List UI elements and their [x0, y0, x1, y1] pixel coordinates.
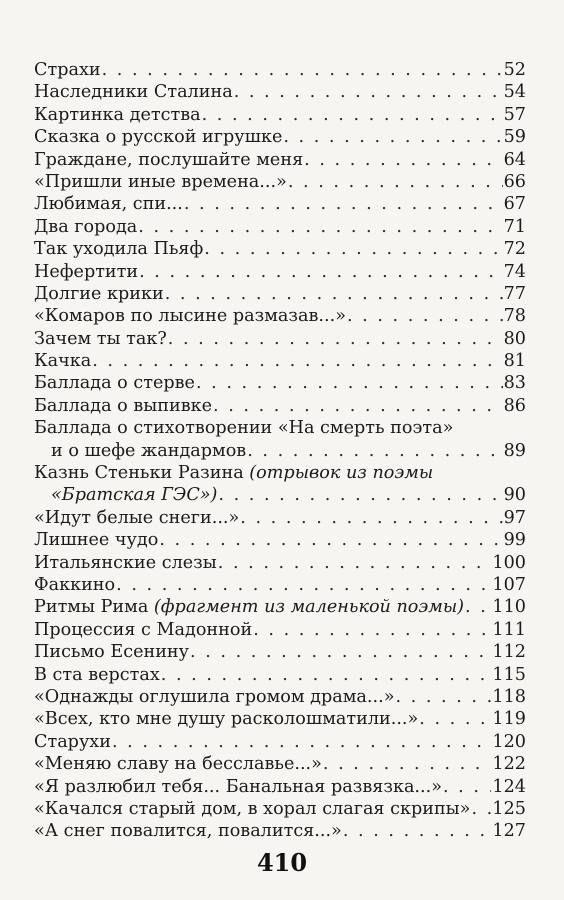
- toc-title: [34, 664, 160, 686]
- toc-title: [34, 238, 203, 260]
- toc-title-text: «Идут белые снеги...»: [34, 507, 240, 528]
- toc-leader-dots: [283, 126, 502, 148]
- toc-title-text: Баллада о стихотворении «На смерть поэта»: [34, 418, 454, 439]
- toc-line: [34, 686, 526, 708]
- table-of-contents: [34, 59, 526, 843]
- toc-title-text: «Однажды оглушила громом драма...»: [34, 686, 395, 707]
- toc-title: [34, 104, 201, 126]
- toc-title-continued: [51, 484, 217, 506]
- toc-page-number: 112: [492, 642, 526, 663]
- toc-title-text: «Качался старый дом, в хорал слагая скрипы»: [34, 798, 471, 819]
- toc-title: [34, 574, 115, 596]
- toc-title: [34, 193, 183, 215]
- toc-page-number: 52: [503, 60, 526, 80]
- toc-title: [34, 171, 287, 193]
- toc-title: [34, 753, 322, 775]
- toc-title-text: Баллада о стерве: [34, 373, 195, 394]
- toc-title: [34, 529, 158, 551]
- toc-title: [34, 216, 137, 238]
- toc-leader-dots: [139, 261, 502, 283]
- toc-page-number: 80: [503, 328, 526, 349]
- toc-leader-dots: [196, 372, 503, 394]
- toc-leader-dots: [116, 574, 491, 596]
- toc-title: [34, 417, 453, 439]
- toc-page-number: 90: [503, 485, 526, 506]
- toc-line: [34, 529, 526, 551]
- toc-title-text: Процессия с Мадонной: [34, 619, 253, 640]
- toc-leader-dots: [304, 149, 502, 171]
- toc-line: [34, 753, 526, 775]
- toc-line: [34, 596, 526, 618]
- toc-entry: [34, 574, 526, 596]
- toc-title: [34, 686, 394, 708]
- toc-line: [34, 619, 526, 641]
- toc-title-text: Два города: [34, 216, 138, 237]
- toc-page-number: 111: [492, 619, 526, 640]
- toc-entry: [34, 507, 526, 529]
- toc-title: [34, 81, 233, 103]
- toc-page-number: 64: [503, 149, 526, 170]
- toc-line: [34, 193, 526, 215]
- toc-entry: [34, 529, 526, 551]
- toc-line: [34, 820, 526, 842]
- toc-entry: [34, 552, 526, 574]
- toc-line: [34, 59, 526, 81]
- toc-leader-dots: [159, 529, 502, 551]
- toc-line: [34, 372, 526, 394]
- toc-title-text: «Пришли иные времена...»: [34, 171, 287, 192]
- toc-title-text: Зачем ты так?: [34, 328, 167, 349]
- toc-leader-dots: [218, 552, 492, 574]
- toc-line-continued: [34, 440, 526, 462]
- toc-title-text: Сказка о русской игрушке: [34, 127, 283, 148]
- toc-leader-dots: [465, 596, 491, 618]
- toc-title-text: Баллада о выпивке: [34, 395, 213, 416]
- toc-title: [34, 552, 217, 574]
- toc-entry: [34, 126, 526, 148]
- toc-entry: [34, 149, 526, 171]
- toc-entry: [34, 372, 526, 394]
- toc-entry: [34, 171, 526, 193]
- toc-entry: [34, 462, 526, 507]
- toc-title-text: Факкино: [34, 574, 116, 595]
- toc-line: [34, 462, 526, 484]
- toc-title-text: Граждане, послушайте меня: [34, 149, 304, 170]
- toc-title: [34, 708, 418, 730]
- toc-page-number: 86: [503, 395, 526, 416]
- toc-entry: [34, 776, 526, 798]
- toc-title: [34, 731, 111, 753]
- toc-title-text: Картинка детства: [34, 104, 201, 125]
- toc-entry: [34, 619, 526, 641]
- toc-page-number: 78: [503, 306, 526, 327]
- toc-line-continued: [34, 484, 526, 506]
- toc-leader-dots: [138, 216, 502, 238]
- toc-subtitle: (фрагмент из маленькой поэмы): [153, 597, 465, 618]
- toc-entry: [34, 753, 526, 775]
- toc-title-text: Старухи: [34, 731, 111, 752]
- toc-page-number: 100: [492, 552, 526, 573]
- toc-entry: [34, 417, 526, 462]
- toc-title: [34, 395, 212, 417]
- toc-leader-dots: [234, 81, 503, 103]
- toc-page-number: 122: [492, 754, 526, 775]
- toc-leader-dots: [347, 305, 503, 327]
- toc-line: [34, 641, 526, 663]
- toc-page-number: 83: [503, 373, 526, 394]
- toc-title: [34, 372, 195, 394]
- toc-line: [34, 171, 526, 193]
- toc-line: [34, 283, 526, 305]
- toc-line: [34, 328, 526, 350]
- toc-leader-dots: [213, 395, 503, 417]
- toc-title-text: Качка: [34, 351, 92, 372]
- toc-leader-dots: [161, 664, 492, 686]
- toc-page-number: 107: [492, 574, 526, 595]
- toc-entry: [34, 708, 526, 730]
- toc-page-number: 97: [503, 507, 526, 528]
- toc-entry: [34, 798, 526, 820]
- toc-title-text: «Меняю славу на бесславье...»: [34, 754, 322, 775]
- toc-page-number: 57: [503, 104, 526, 125]
- toc-line: [34, 216, 526, 238]
- toc-line: [34, 104, 526, 126]
- toc-page-number: 71: [503, 216, 526, 237]
- toc-page-number: 125: [492, 798, 526, 819]
- toc-title-text: Письмо Есенину: [34, 642, 190, 663]
- toc-page-number: 118: [492, 686, 526, 707]
- toc-leader-dots: [102, 59, 503, 81]
- toc-line: [34, 305, 526, 327]
- toc-title: [34, 462, 433, 484]
- toc-entry: [34, 261, 526, 283]
- toc-entry: [34, 59, 526, 81]
- toc-subtitle: (отрывок из поэмы: [249, 463, 434, 484]
- toc-title-text: «А снег повалится, повалится...»: [34, 821, 342, 842]
- toc-leader-dots: [184, 193, 503, 215]
- toc-title: [34, 328, 167, 350]
- toc-line: [34, 664, 526, 686]
- toc-leader-dots: [218, 484, 502, 506]
- toc-leader-dots: [112, 731, 491, 753]
- toc-page-number: 120: [492, 731, 526, 752]
- toc-entry: [34, 820, 526, 842]
- toc-line: [34, 798, 526, 820]
- toc-title-text: В ста верстах: [34, 664, 160, 685]
- toc-entry: [34, 350, 526, 372]
- toc-leader-dots: [190, 641, 491, 663]
- toc-page-number: 89: [503, 440, 526, 461]
- toc-title-text: Долгие крики: [34, 283, 164, 304]
- toc-leader-dots: [443, 776, 491, 798]
- toc-title: [34, 619, 252, 641]
- toc-title: [34, 261, 138, 283]
- toc-title-text: Нефертити: [34, 261, 139, 282]
- toc-title-text: «Всех, кто мне душу расколошматили...»: [34, 709, 419, 730]
- toc-page-number: 59: [503, 127, 526, 148]
- toc-line: [34, 81, 526, 103]
- toc-page-number: 74: [503, 261, 526, 282]
- toc-line: [34, 552, 526, 574]
- toc-line: [34, 574, 526, 596]
- toc-page-number: 67: [503, 194, 526, 215]
- toc-leader-dots: [247, 440, 502, 462]
- toc-entry: [34, 283, 526, 305]
- toc-leader-dots: [168, 328, 503, 350]
- toc-leader-dots: [240, 507, 502, 529]
- toc-title-text: «Я разлюбил тебя... Банальная развязка...»: [34, 776, 442, 797]
- toc-entry: [34, 395, 526, 417]
- toc-title: [34, 596, 464, 618]
- toc-page-number: 127: [492, 821, 526, 842]
- toc-page-number: 81: [503, 351, 526, 372]
- toc-line: [34, 507, 526, 529]
- toc-leader-dots: [92, 350, 502, 372]
- toc-page-number: 119: [492, 709, 526, 730]
- toc-title-text: Лишнее чудо: [34, 530, 159, 551]
- toc-entry: [34, 238, 526, 260]
- toc-page-number: 72: [503, 239, 526, 260]
- toc-leader-dots: [323, 753, 491, 775]
- toc-title-text: Наследники Сталина: [34, 82, 233, 103]
- toc-subtitle-continued: «Братская ГЭС»): [51, 485, 218, 506]
- toc-title: [34, 126, 282, 148]
- toc-line: [34, 149, 526, 171]
- toc-entry: [34, 596, 526, 618]
- toc-page-number: 115: [492, 664, 526, 685]
- toc-leader-dots: [204, 238, 502, 260]
- toc-title: [34, 149, 303, 171]
- toc-title-text: Так уходила Пьяф: [34, 239, 204, 260]
- toc-title: [34, 283, 164, 305]
- toc-title-text: Итальянские слезы: [34, 552, 217, 573]
- toc-line: [34, 417, 526, 439]
- toc-line: [34, 238, 526, 260]
- toc-entry: [34, 81, 526, 103]
- toc-entry: [34, 731, 526, 753]
- toc-leader-dots: [419, 708, 491, 730]
- toc-leader-dots: [395, 686, 491, 708]
- toc-title: [34, 59, 101, 81]
- toc-line: [34, 261, 526, 283]
- toc-entry: [34, 193, 526, 215]
- toc-title-text: Казнь Стеньки Разина: [34, 463, 250, 484]
- toc-entry: [34, 104, 526, 126]
- toc-page-number: 77: [503, 283, 526, 304]
- toc-line: [34, 126, 526, 148]
- toc-leader-dots: [165, 283, 503, 305]
- toc-title: [34, 798, 470, 820]
- toc-line: [34, 731, 526, 753]
- toc-leader-dots: [253, 619, 491, 641]
- toc-title-text: Страхи: [34, 60, 101, 80]
- toc-line: [34, 776, 526, 798]
- toc-line: [34, 395, 526, 417]
- toc-page-number: 54: [503, 82, 526, 103]
- toc-entry: [34, 216, 526, 238]
- page-number: 410: [256, 848, 308, 877]
- toc-leader-dots: [343, 820, 492, 842]
- toc-entry: [34, 641, 526, 663]
- toc-page-number: 110: [492, 597, 526, 618]
- toc-entry: [34, 328, 526, 350]
- toc-title-text: «Комаров по лысине размазав...»: [34, 306, 346, 327]
- toc-line: [34, 350, 526, 372]
- toc-title-continued: и о шефе жандармов: [51, 440, 247, 461]
- toc-leader-dots: [202, 104, 503, 126]
- toc-leader-dots: [471, 798, 491, 820]
- toc-entry: [34, 305, 526, 327]
- toc-line: [34, 708, 526, 730]
- toc-leader-dots: [288, 171, 503, 193]
- toc-title: [34, 350, 91, 372]
- toc-title-text: Любимая, спи...: [34, 194, 183, 215]
- toc-entry: [34, 664, 526, 686]
- toc-title: [34, 507, 239, 529]
- toc-title: [34, 820, 342, 842]
- toc-page-number: 99: [503, 530, 526, 551]
- toc-title-text: Ритмы Рима: [34, 597, 154, 618]
- toc-page-number: 124: [492, 776, 526, 797]
- toc-title: [34, 641, 189, 663]
- toc-title: [34, 305, 346, 327]
- toc-entry: [34, 686, 526, 708]
- toc-page-number: 66: [503, 171, 526, 192]
- toc-title: [34, 776, 442, 798]
